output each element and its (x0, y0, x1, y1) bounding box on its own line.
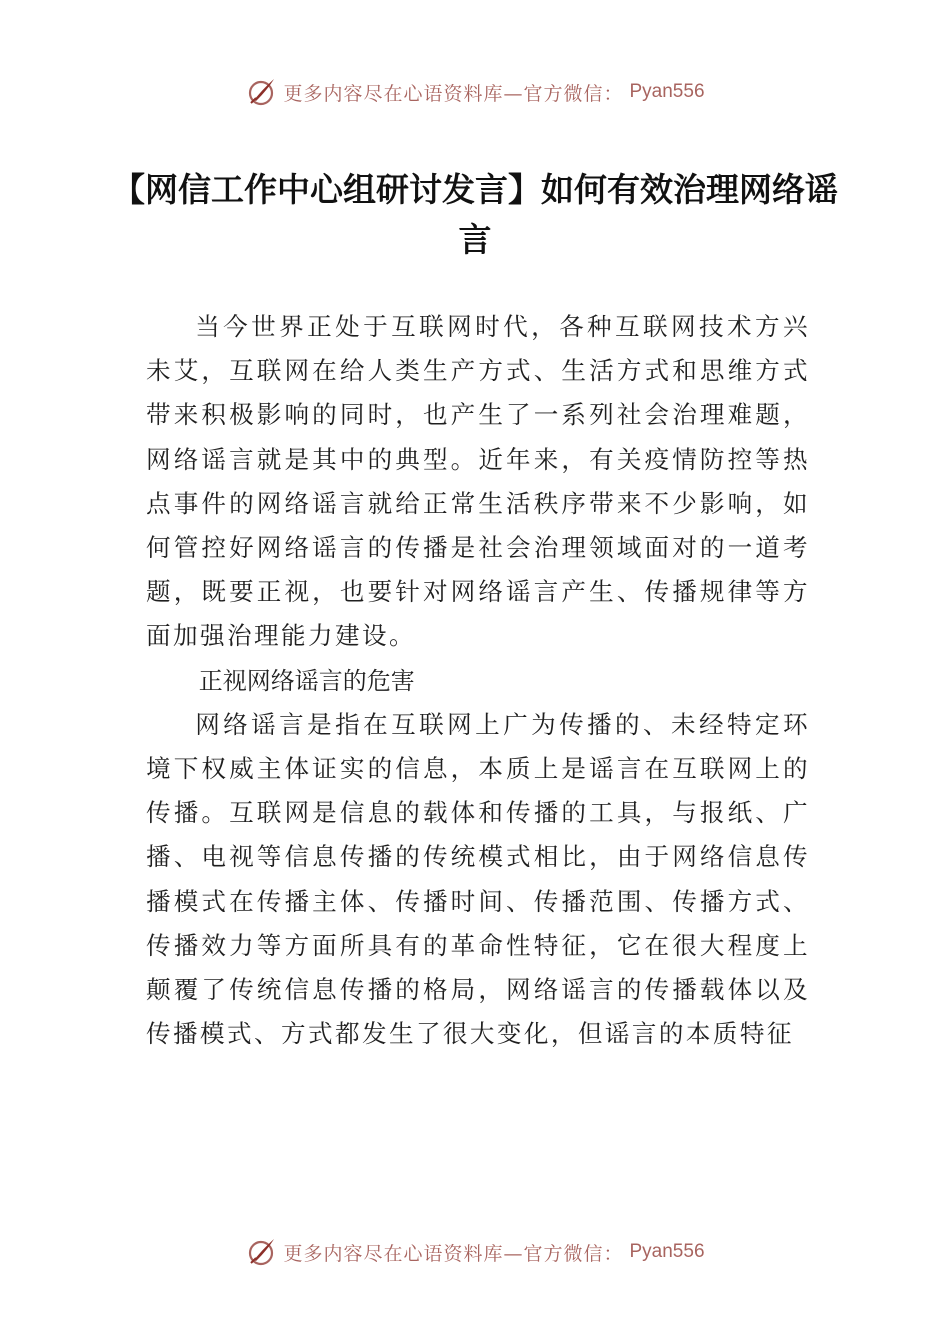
footer-watermark (0, 1232, 950, 1272)
watermark-wechat-id: Pyan556 (629, 1241, 705, 1262)
document-body (146, 305, 810, 1056)
watermark-text: 更多内容尽在心语资料库—官方微信： (283, 1242, 624, 1265)
watermark-text: 更多内容尽在心语资料库—官方微信： (283, 82, 624, 105)
paragraph: 网络谣言是指在互联网上广为传播的、未经特定环境下权威主体证实的信息，本质上是谣言在互联网上的传播。互联网是信息的载体和传播的工具，与报纸、广播、电视等信息传播的传统模式相比，由于网络信息传播模式在传播主体、传播时间、传播范围、传播方式、传播效力等方面所具有的革命性特征，它在很大程度上颠覆了传统信息传播的格局，网络谣言的传播载体以及传播模式、方式都发生了很大变化，但谣言的本质特征 (146, 709, 810, 1049)
header-watermark (0, 72, 950, 112)
quill-logo-icon (245, 76, 277, 108)
quill-logo-icon (245, 1236, 277, 1268)
paragraph: 当今世界正处于互联网时代，各种互联网技术方兴未艾，互联网在给人类生产方式、生活方式和思维方式带来积极影响的同时，也产生了一系列社会治理难题，网络谣言就是其中的典型。近年来，有关疫情防控等热点事件的网络谣言就给正常生活秩序带来不少影响，如何管控好网络谣言的传播是社会治理领域面对的一道考题，既要正视，也要针对网络谣言产生、传播规律等方面加强治理能力建设。 (146, 312, 810, 651)
section-heading: 正视网络谣言的危害 (198, 666, 415, 695)
page-title: 【网信工作中心组研讨发言】如何有效治理网络谣言 (112, 170, 838, 259)
watermark-wechat-id: Pyan556 (629, 81, 705, 102)
